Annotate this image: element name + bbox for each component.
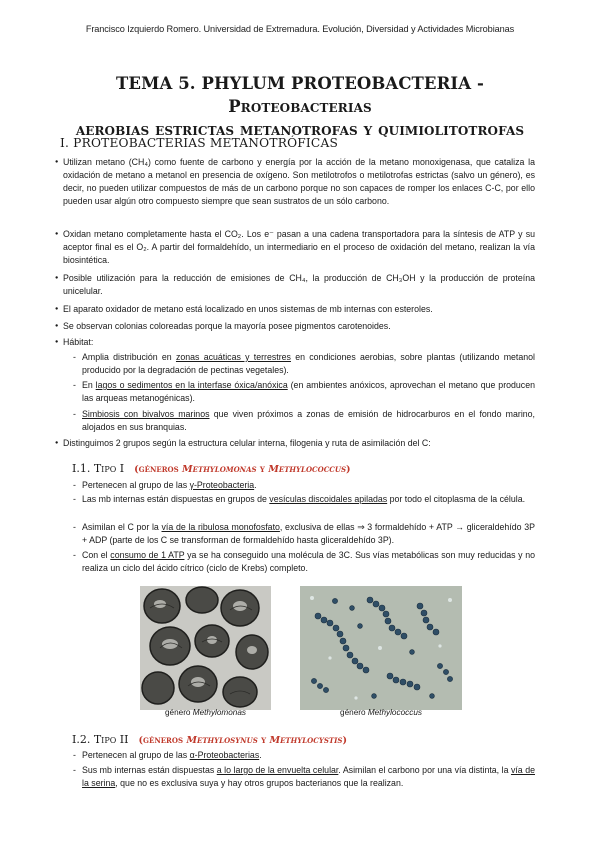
habitat-item-1: - Amplia distribución en zonas acuáticas y terrestres en condiciones aerobias, sobre plantas (utilizando metanol producido por la degradación de pectinas vegetales). [82, 351, 535, 377]
methylomonas-micrograph [140, 586, 271, 710]
tipo1-item-2: - Las mb internas están dispuestas en grupos de vesículas discoidales apiladas por todo el citoplasma de la célula. [82, 493, 535, 506]
habitat-item-3: - Simbiosis con bivalvos marinos que viven próximos a zonas de emisión de hidrocarburos en el fondo marino, alojados en sus branquias. [82, 408, 535, 434]
bullet-1: ● Utilizan metano (CH₄) como fuente de carbono y energía por la acción de la metano monoxigenasa, que cataliza la oxidación de metano a metanol en presencia de oxígeno. Son metilotrofos o metilotrofas estrictas (salvo un género), es decir, no pueden utilizar compuestos de más de un carbono porque no son capaces de romper los enlaces C-C, por ello pueden usar algún otro compuesto siempre que sean sustratos de un sólo carbono. [63, 156, 535, 208]
tipo1-item-3: - Asimilan el C por la vía de la ribulosa monofosfato, exclusiva de ellas ⇒ 3 formaldehído + ATP → gliceraldehído 3P + ADP (parte de los C se transforman de formaldehído hasta gliceraldehído 3P). [82, 521, 535, 547]
bullet-5: ● Se observan colonias coloreadas porque la mayoría posee pigmentos carotenoides. [63, 320, 535, 333]
methylococcus-micrograph [300, 586, 462, 710]
caption-methylococcus: género Methylococcus [340, 708, 422, 717]
tipo2-item-1: - Pertenecen al grupo de las α-Proteobacterias. [82, 749, 535, 762]
bullet-6: ● Hábitat: [63, 336, 535, 349]
bullet-groups: ● Distinguimos 2 grupos según la estructura celular interna, filogenia y ruta de asimilación del C: [63, 437, 535, 450]
page-title [44, 72, 556, 141]
tipo2-heading: I.2. Tipo II (géneros Methylosynus y Methylocystis) [72, 733, 347, 746]
tipo1-item-1: - Pertenecen al grupo de las γ-Proteobacteria. [82, 479, 535, 492]
title-main: TEMA 5. PHYLUM PROTEOBACTERIA - [116, 74, 484, 93]
bullet-4: ● El aparato oxidador de metano está localizado en unos sistemas de mb internas con esteroles. [63, 303, 535, 316]
title-line2: aerobias estrictas metanotrofas y quimiolitotrofas [75, 120, 525, 139]
tipo1-item-4: - Con el consumo de 1 ATP ya se ha conseguido una molécula de 3C. Sus vías metabólicas son muy reducidas y no realiza un ciclo del ácido cítrico (ciclo de Krebs) completo. [82, 549, 535, 575]
tipo1-heading: I.1. Tipo I (géneros Methylomonas y Methylococcus) [72, 462, 351, 475]
caption-methylomonas: género Methylomonas [164, 708, 247, 717]
bullet-3: ● Posible utilización para la reducción de emisiones de CH₄, la producción de CH₃OH y la producción de proteína unicelular. [63, 272, 535, 298]
tipo2-item-2: - Sus mb internas están dispuestas a lo largo de la envuelta celular. Asimilan el carbono por una vía distinta, la vía de la serina, que no es exclusiva suya y hay otros grupos bacterianos que la realizan. [82, 764, 535, 790]
habitat-item-2: - En lagos o sedimentos en la interfase óxica/anóxica (en ambientes anóxicos, aprovechan el metano que producen las arqueas metanogénicas). [82, 379, 535, 405]
page-header: Francisco Izquierdo Romero. Universidad de Extremadura. Evolución, Diversidad y Actividades Microbianas [85, 24, 515, 34]
section-heading: I. PROTEOBACTERIAS METANOTRÓFICAS [60, 136, 339, 150]
title-sc: Proteobacterias [228, 97, 372, 116]
bullet-2: ● Oxidan metano completamente hasta el CO₂. Los e⁻ pasan a una cadena transportadora para la síntesis de ATP y su aceptor final es el O₂. A partir del formaldehído, un intermediario en el proceso de oxidación del metano, realizan la vía biosintética. [63, 228, 535, 267]
